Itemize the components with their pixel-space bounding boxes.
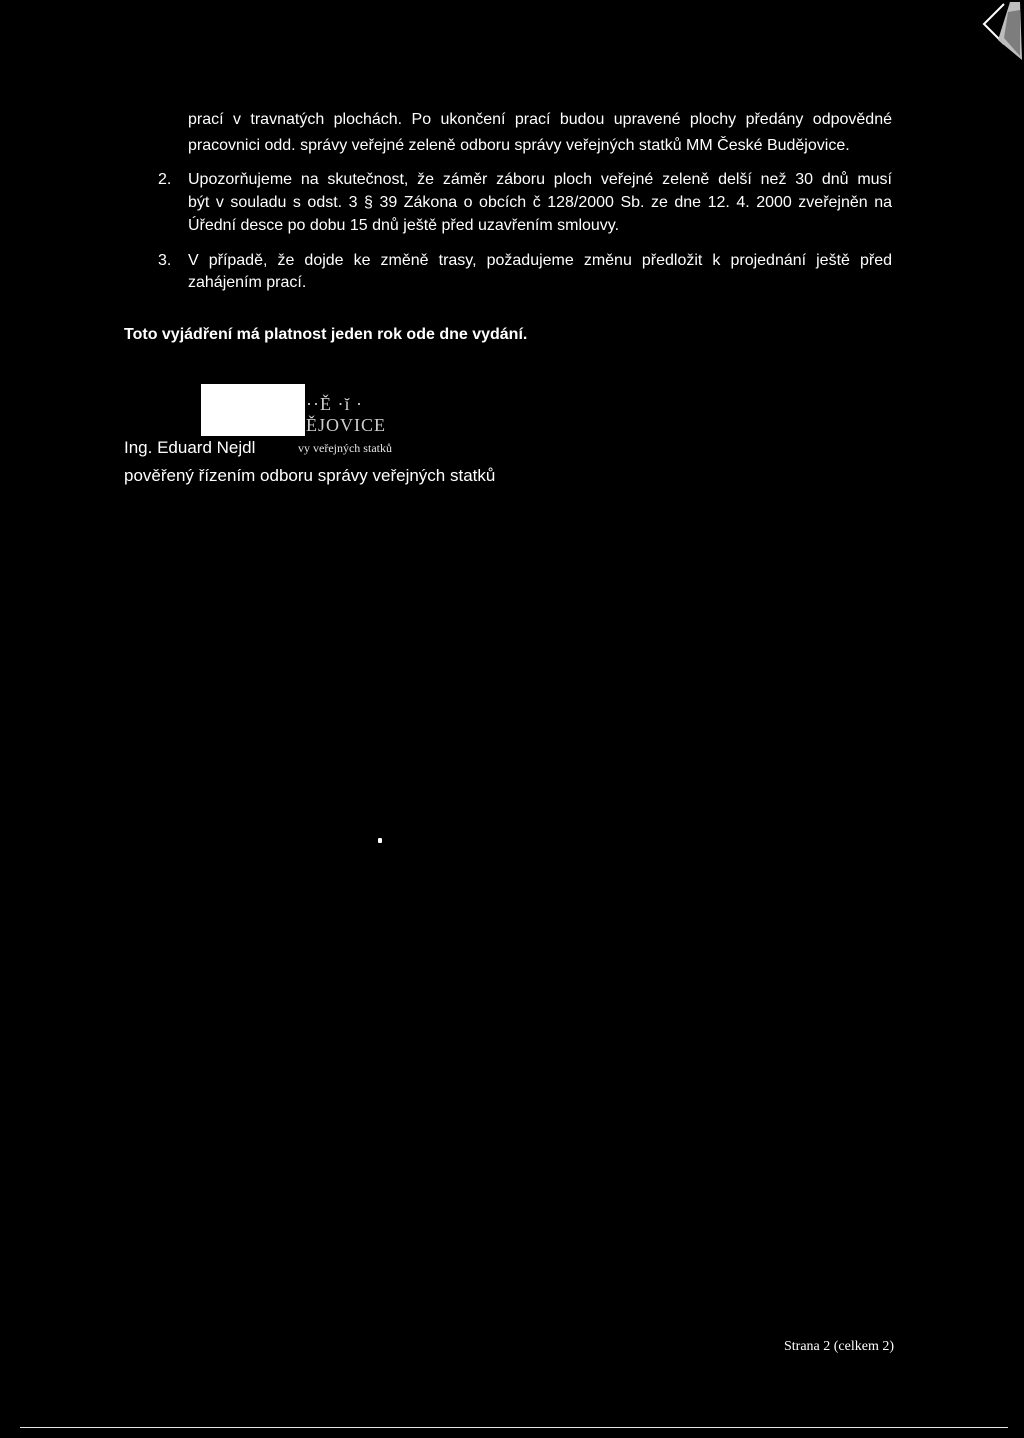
stamp-text: vy veřejných statků bbox=[298, 441, 392, 455]
validity-statement: Toto vyjádření má platnost jeden rok ode dne vydání. bbox=[124, 326, 528, 343]
paragraph-line: pracovnici odd. správy veřejné zeleně odboru správy veřejných statků MM České Budějovice. bbox=[188, 137, 850, 154]
signatory-name: Ing. Eduard Nejdl bbox=[124, 438, 256, 457]
page-number: Strana 2 (celkem 2) bbox=[783, 1339, 894, 1354]
bottom-rule bbox=[20, 1427, 1008, 1428]
stamp-text: ··Ě ·ĭ · bbox=[306, 394, 363, 414]
scan-corner-mark bbox=[958, 0, 1024, 66]
item-line: Upozorňujeme na skutečnost, že záměr záboru ploch veřejné zeleně delší než 30 dnů musí bbox=[188, 171, 892, 188]
signatory-title: pověřený řízením odboru správy veřejných statků bbox=[124, 466, 496, 485]
item-line: Úřední desce po dobu 15 dnů ještě před uzavřením smlouvy. bbox=[188, 217, 620, 234]
item-line: zahájením prací. bbox=[188, 274, 307, 291]
stamp-text: ĚJOVICE bbox=[306, 415, 386, 435]
item-number: 2. bbox=[158, 171, 172, 188]
item-line: V případě, že dojde ke změně trasy, požadujeme změnu předložit k projednání ještě před bbox=[188, 252, 892, 269]
item-number: 3. bbox=[158, 252, 172, 269]
paragraph-line: prací v travnatých plochách. Po ukončení prací budou upravené plochy předány odpovědné bbox=[188, 111, 892, 128]
redaction-block bbox=[201, 384, 305, 436]
scan-speck bbox=[378, 838, 382, 843]
item-line: být v souladu s odst. 3 § 39 Zákona o obcích č 128/2000 Sb. ze dne 12. 4. 2000 zveřejněn na bbox=[188, 194, 892, 211]
